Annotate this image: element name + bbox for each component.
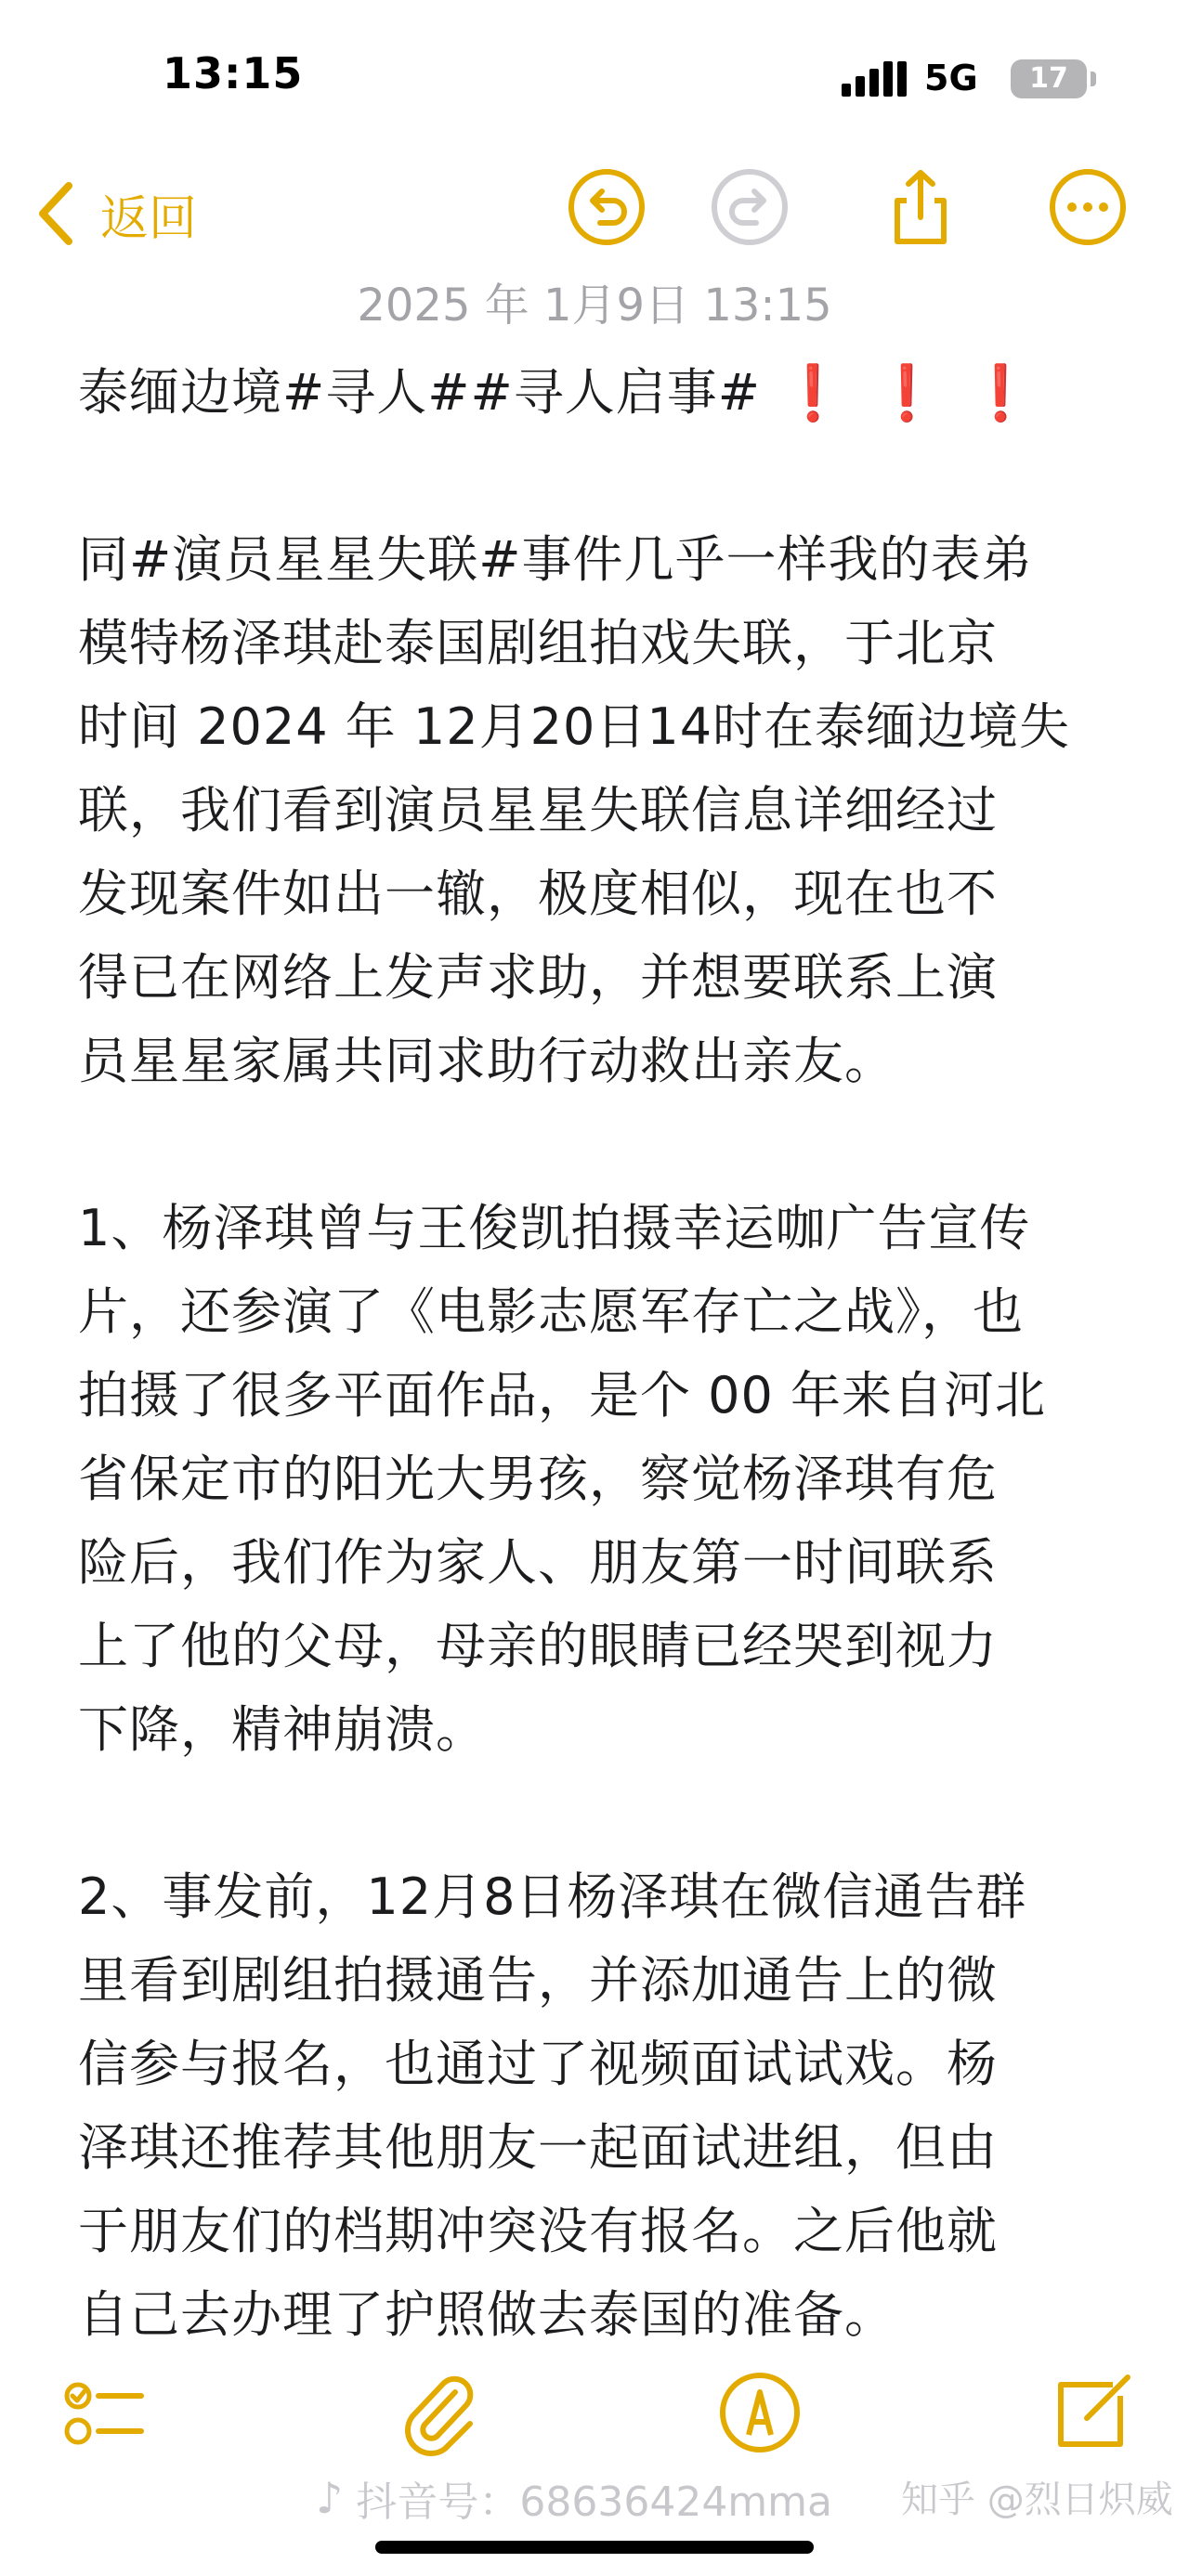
chevron-left-icon: [35, 180, 76, 247]
text-line: 2、事发前，12月8日杨泽琪在微信通告群: [78, 1867, 1027, 1926]
status-bar: [0, 0, 1189, 158]
blank-line: [78, 1772, 1118, 1855]
undo-button[interactable]: [567, 167, 647, 247]
text-line: 发现案件如出一辙，极度相似，现在也不: [78, 865, 998, 923]
text-line: 模特杨泽琪赴泰国剧组拍戏失联，于北京: [78, 614, 998, 672]
compose-icon: [1048, 2368, 1137, 2457]
paragraph-3: [78, 1855, 1118, 2357]
bottom-toolbar: [0, 2349, 1189, 2479]
cellular-signal-icon: [842, 61, 907, 97]
note-title-line: [78, 351, 1118, 435]
text-line: 片，还参演了《电影志愿军存亡之战》，也: [78, 1282, 1024, 1341]
checklist-button[interactable]: [58, 2368, 147, 2457]
redo-icon: [710, 167, 790, 247]
paperclip-icon: [394, 2368, 483, 2457]
douyin-watermark: [316, 2468, 832, 2528]
battery-level: 17: [1011, 59, 1087, 98]
battery-tip: [1091, 72, 1096, 86]
home-indicator[interactable]: [375, 2541, 814, 2554]
paragraph-1: [78, 518, 1118, 1103]
text-line: 信参与报名，也通过了视频面试试戏。杨: [78, 2035, 998, 2093]
status-time: 13:15: [163, 48, 304, 98]
paragraph-2: [78, 1187, 1118, 1772]
more-button[interactable]: [1048, 167, 1128, 247]
share-button[interactable]: [881, 167, 960, 247]
back-label: 返回: [100, 190, 198, 247]
text-line: 同#演员星星失联#事件几乎一样我的表弟: [78, 530, 1033, 589]
checklist-icon: [58, 2368, 147, 2457]
text-line: 里看到剧组拍摄通告，并添加通告上的微: [78, 1951, 998, 2010]
text-line: 1、杨泽琪曾与王俊凯拍摄幸运咖广告宣传: [78, 1199, 1031, 1257]
compose-button[interactable]: [1048, 2368, 1137, 2457]
redo-button[interactable]: [710, 167, 790, 247]
share-icon: [881, 167, 960, 247]
text-line: 泽琪还推荐其他朋友一起面试进组，但由: [78, 2118, 998, 2177]
exclamation-icon: ❗: [873, 361, 942, 424]
undo-icon: [567, 167, 647, 247]
attach-button[interactable]: [394, 2368, 483, 2457]
text-line: 自己去办理了护照做去泰国的准备。: [78, 2285, 895, 2344]
exclamation-icon: ❗: [778, 361, 848, 424]
more-icon: [1048, 167, 1128, 247]
text-line: 时间 2024 年 12月20日14时在泰缅边境失: [78, 697, 1071, 756]
network-type: 5G: [924, 58, 978, 98]
douyin-watermark-text: 抖音号：68636424mma: [356, 2478, 832, 2526]
note-body[interactable]: [78, 351, 1118, 2357]
douyin-logo-icon: ♪: [316, 2473, 344, 2523]
text-line: 上了他的父母，母亲的眼睛已经哭到视力: [78, 1617, 998, 1675]
text-line: 于朋友们的档期冲突没有报名。之后他就: [78, 2202, 998, 2260]
text-line: 员星星家属共同求助行动救出亲友。: [78, 1032, 895, 1090]
text-line: 险后，我们作为家人、朋友第一时间联系: [78, 1533, 998, 1592]
exclamation-icon: ❗: [967, 361, 1036, 424]
text-line: 联，我们看到演员星星失联信息详细经过: [78, 781, 998, 839]
alert-marks: [779, 351, 1036, 435]
note-title: 泰缅边境#寻人##寻人启事#: [78, 363, 761, 422]
text-line: 拍摄了很多平面作品，是个 00 年来自河北: [78, 1366, 1047, 1425]
back-button[interactable]: [35, 176, 197, 251]
markup-pen-icon: [715, 2368, 804, 2457]
blank-line: [78, 435, 1118, 518]
text-line: 下降，精神崩溃。: [78, 1700, 487, 1759]
markup-button[interactable]: [715, 2368, 804, 2457]
zhihu-watermark: 知乎 @烈日炽威: [901, 2478, 1173, 2521]
text-line: 省保定市的阳光大男孩，察觉杨泽琪有危: [78, 1450, 998, 1508]
text-line: 得已在网络上发声求助，并想要联系上演: [78, 948, 998, 1007]
note-date: 2025 年 1月9日 13:15: [357, 280, 832, 332]
blank-line: [78, 1103, 1118, 1187]
